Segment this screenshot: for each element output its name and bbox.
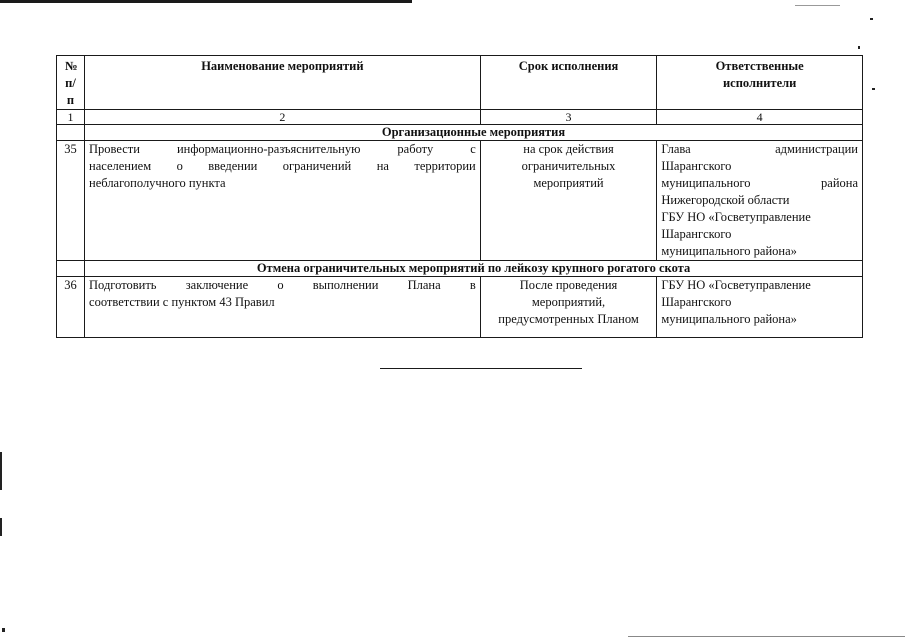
section-row bbox=[57, 261, 863, 277]
row-term bbox=[480, 277, 657, 338]
header-name: Наименование мероприятий bbox=[85, 56, 481, 110]
row-action-line: Провести информационно-разъяснительную работу с bbox=[89, 142, 476, 156]
section-title: Отмена ограничительных мероприятий по лейкозу крупного рогатого скота bbox=[85, 261, 863, 277]
row-term-line: мероприятий bbox=[533, 176, 604, 190]
row-responsible-line: муниципального района bbox=[661, 176, 858, 190]
scan-edge-line-right bbox=[795, 5, 840, 6]
row-responsible-line: муниципального района» bbox=[661, 312, 797, 326]
row-action-line: соответствии с пунктом 43 Правил bbox=[89, 295, 275, 309]
column-number: 1 bbox=[57, 110, 85, 125]
row-responsible-line: Глава администрации bbox=[661, 142, 858, 156]
section-spacer bbox=[57, 125, 85, 141]
section-spacer bbox=[57, 261, 85, 277]
row-term-line: ограничительных bbox=[521, 159, 616, 173]
row-term-line: мероприятий, bbox=[531, 295, 606, 309]
document-end-rule bbox=[380, 368, 582, 369]
scan-margin-mark bbox=[0, 518, 2, 536]
row-term-line: на срок действия bbox=[523, 142, 614, 156]
row-responsible-line: ГБУ НО «Госветуправление bbox=[661, 210, 811, 224]
row-term-line: После проведения bbox=[519, 278, 618, 292]
row-action-line: Подготовить заключение о выполнении Плана в bbox=[89, 278, 476, 292]
section-row bbox=[57, 125, 863, 141]
table-row bbox=[57, 141, 863, 261]
row-responsible bbox=[657, 277, 863, 338]
section-title: Организационные мероприятия bbox=[85, 125, 863, 141]
column-number: 2 bbox=[85, 110, 481, 125]
column-number: 3 bbox=[480, 110, 657, 125]
header-term: Срок исполнения bbox=[480, 56, 657, 110]
header-num: № п/п bbox=[57, 56, 85, 110]
row-number: 36 bbox=[57, 277, 85, 338]
row-action-line: населением о введении ограничений на территории bbox=[89, 159, 476, 173]
row-responsible-line: Шарангского bbox=[661, 227, 732, 241]
table-row bbox=[57, 277, 863, 338]
row-responsible-line: ГБУ НО «Госветуправление bbox=[661, 278, 811, 292]
scan-speck bbox=[2, 628, 5, 632]
scan-speck bbox=[858, 46, 860, 49]
header-row bbox=[57, 56, 863, 110]
scan-bottom-line bbox=[628, 636, 905, 637]
row-responsible-line: Шарангского bbox=[661, 159, 732, 173]
row-term bbox=[480, 141, 657, 261]
row-responsible-line: муниципального района» bbox=[661, 244, 797, 258]
row-action-line: неблагополучного пункта bbox=[89, 176, 226, 190]
scan-edge-line bbox=[0, 0, 412, 3]
column-number: 4 bbox=[657, 110, 863, 125]
scan-margin-mark bbox=[0, 452, 2, 490]
column-number-row bbox=[57, 110, 863, 125]
row-responsible-line: Нижегородской области bbox=[661, 193, 790, 207]
row-responsible bbox=[657, 141, 863, 261]
row-responsible-line: Шарангского bbox=[661, 295, 732, 309]
header-responsible: Ответственные исполнители bbox=[657, 56, 863, 110]
scan-speck bbox=[870, 18, 873, 20]
row-term-line: предусмотренных Планом bbox=[498, 312, 639, 326]
scan-speck bbox=[872, 88, 875, 90]
row-action bbox=[85, 277, 481, 338]
row-action bbox=[85, 141, 481, 261]
row-number: 35 bbox=[57, 141, 85, 261]
action-plan-table bbox=[56, 55, 863, 338]
